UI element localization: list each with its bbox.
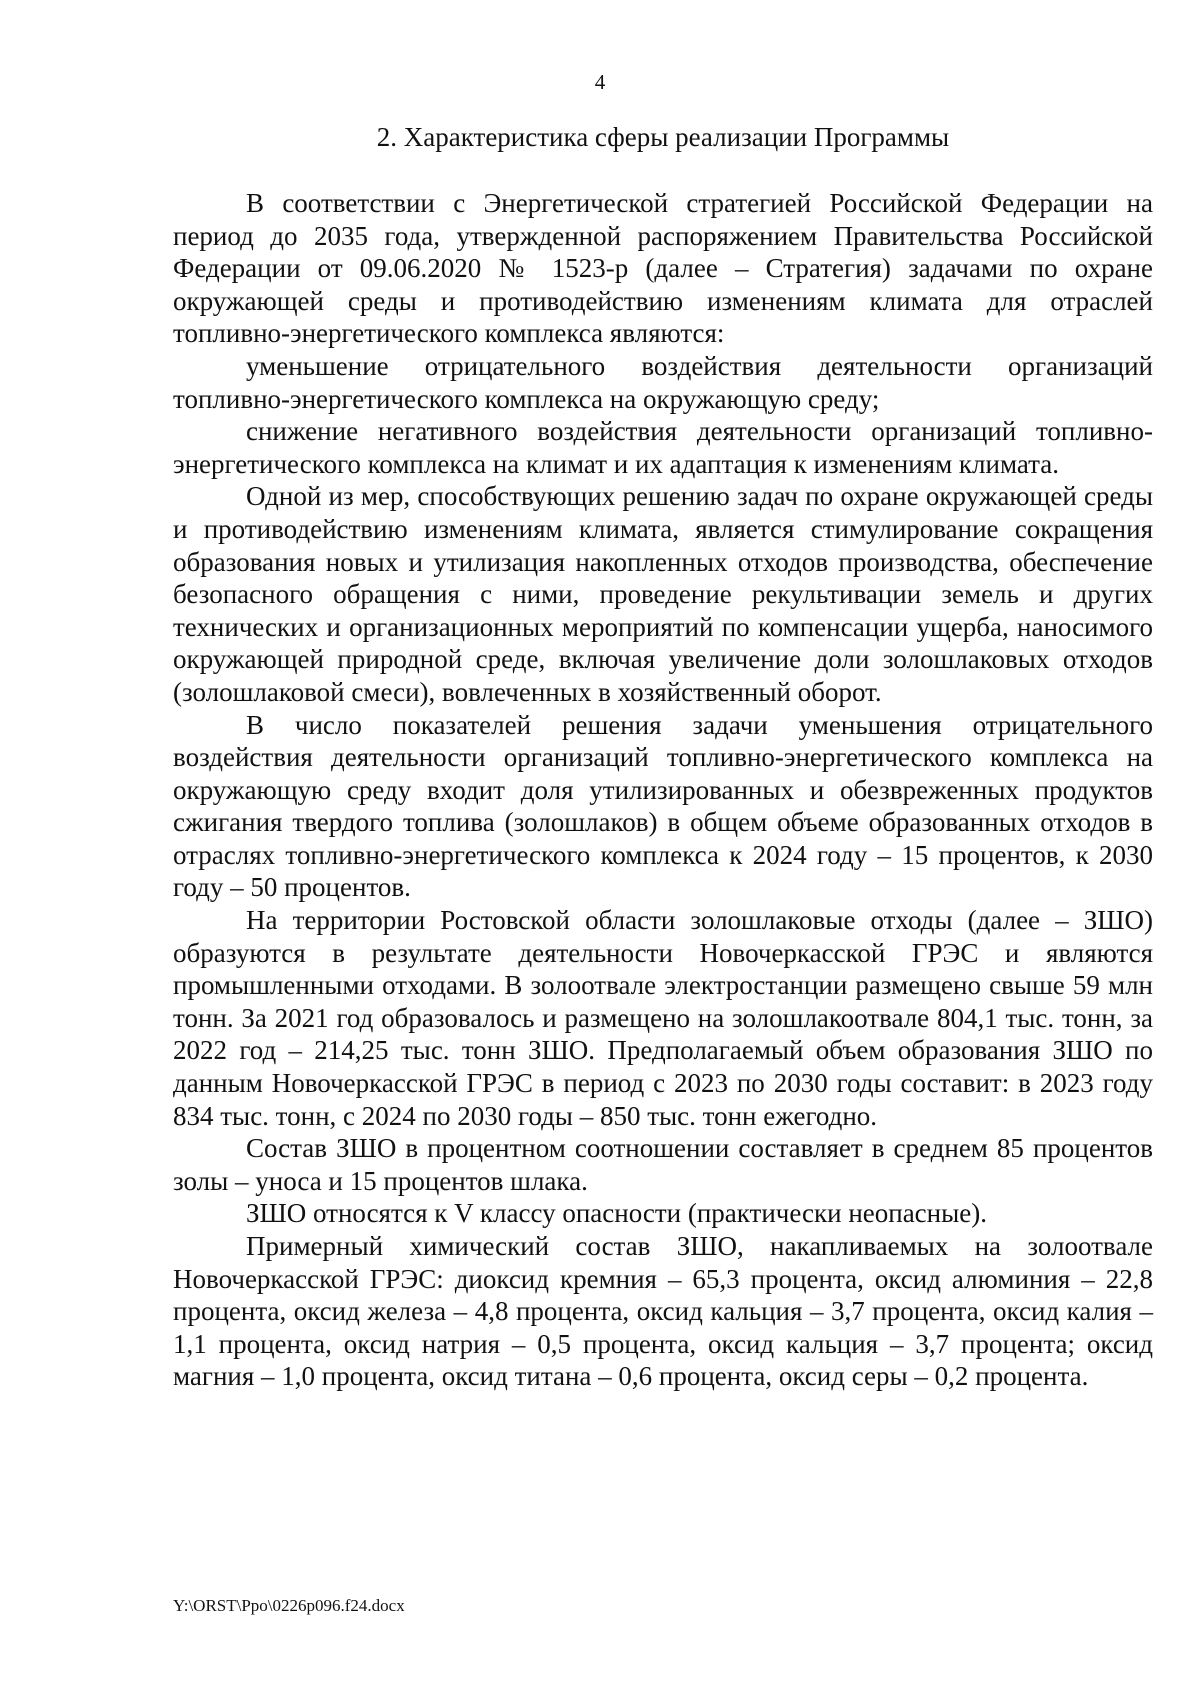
page-number: 4 <box>594 70 606 94</box>
paragraph: Примерный химический состав ЗШО, накапливаемых на золоотвале Новочеркасской ГРЭС: диоксид кремния – 65,3 процента, оксид алюминия – 22,8 процента, оксид железа – 4,8 процента, оксид кальция – 3,7 процента, оксид калия – 1,1 процента, оксид натрия – 0,5 процента, оксид кальция – 3,7 процента; оксид магния – 1,0 процента, оксид титана – 0,6 процента, оксид серы – 0,2 процента. <box>173 1231 1153 1392</box>
paragraph: уменьшение отрицательного воздействия деятельности организаций топливно-энергетического комплекса на окружающую среду; <box>173 350 1153 414</box>
paragraph: Одной из мер, способствующих решению задач по охране окружающей среды и противодействию изменениям климата, является стимулирование сокращения образования новых и утилизация накопленных отходов производства, обеспечение безопасного обращения с ними, проведение рекультивации земель и других технических и организационных мероприятий по компенсации ущерба, наносимого окружающей природной среде, включая увеличение доли золошлаковых отходов (золошлаковой смеси), вовлеченных в хозяйственный оборот. <box>173 481 1153 707</box>
paragraph: На территории Ростовской области золошлаковые отходы (далее – ЗШО) образуются в результате деятельности Новочеркасской ГРЭС и являются промышленными отходами. В золоотвале электростанции размещено свыше 59 млн тонн. За 2021 год образовалось и размещено на золошлакоотвале 804,1 тыс. тонн, за 2022 год – 214,25 тыс. тонн ЗШО. Предполагаемый объем образования ЗШО по данным Новочеркасской ГРЭС в период с 2023 по 2030 годы составит: в 2023 году 834 тыс. тонн, с 2024 по 2030 годы – 850 тыс. тонн ежегодно. <box>173 905 1153 1131</box>
section-heading: 2. Характеристика сферы реализации Программы <box>376 122 950 152</box>
paragraph: В число показателей решения задачи уменьшения отрицательного воздействия деятельности организаций топливно-энергетического комплекса на окружающую среду входит доля утилизированных и обезвреженных продуктов сжигания твердого топлива (золошлаков) в общем объеме образованных отходов в отраслях топливно-энергетического комплекса к 2024 году – 15 процентов, к 2030 году – 50 процентов. <box>173 709 1153 903</box>
paragraph: В соответствии с Энергетической стратегией Российской Федерации на период до 2035 года, утвержденной распоряжением Правительства Российской Федерации от 09.06.2020 № 1523-р (далее – Стратегия) задачами по охране окружающей среды и противодействию изменениям климата для отраслей топливно-энергетического комплекса являются: <box>173 188 1153 349</box>
paragraph: ЗШО относятся к V классу опасности (практически неопасные). <box>246 1198 987 1229</box>
footer-file-path: Y:\ORST\Ppo\0226p096.f24.docx <box>173 1596 405 1615</box>
body-text <box>173 187 1153 1393</box>
paragraph: снижение негативного воздействия деятельности организаций топливно-энергетического комплекса на климат и их адаптация к изменениям климата. <box>173 416 1153 479</box>
paragraph: Состав ЗШО в процентном соотношении составляет в среднем 85 процентов золы – уноса и 15 процентов шлака. <box>173 1133 1153 1196</box>
